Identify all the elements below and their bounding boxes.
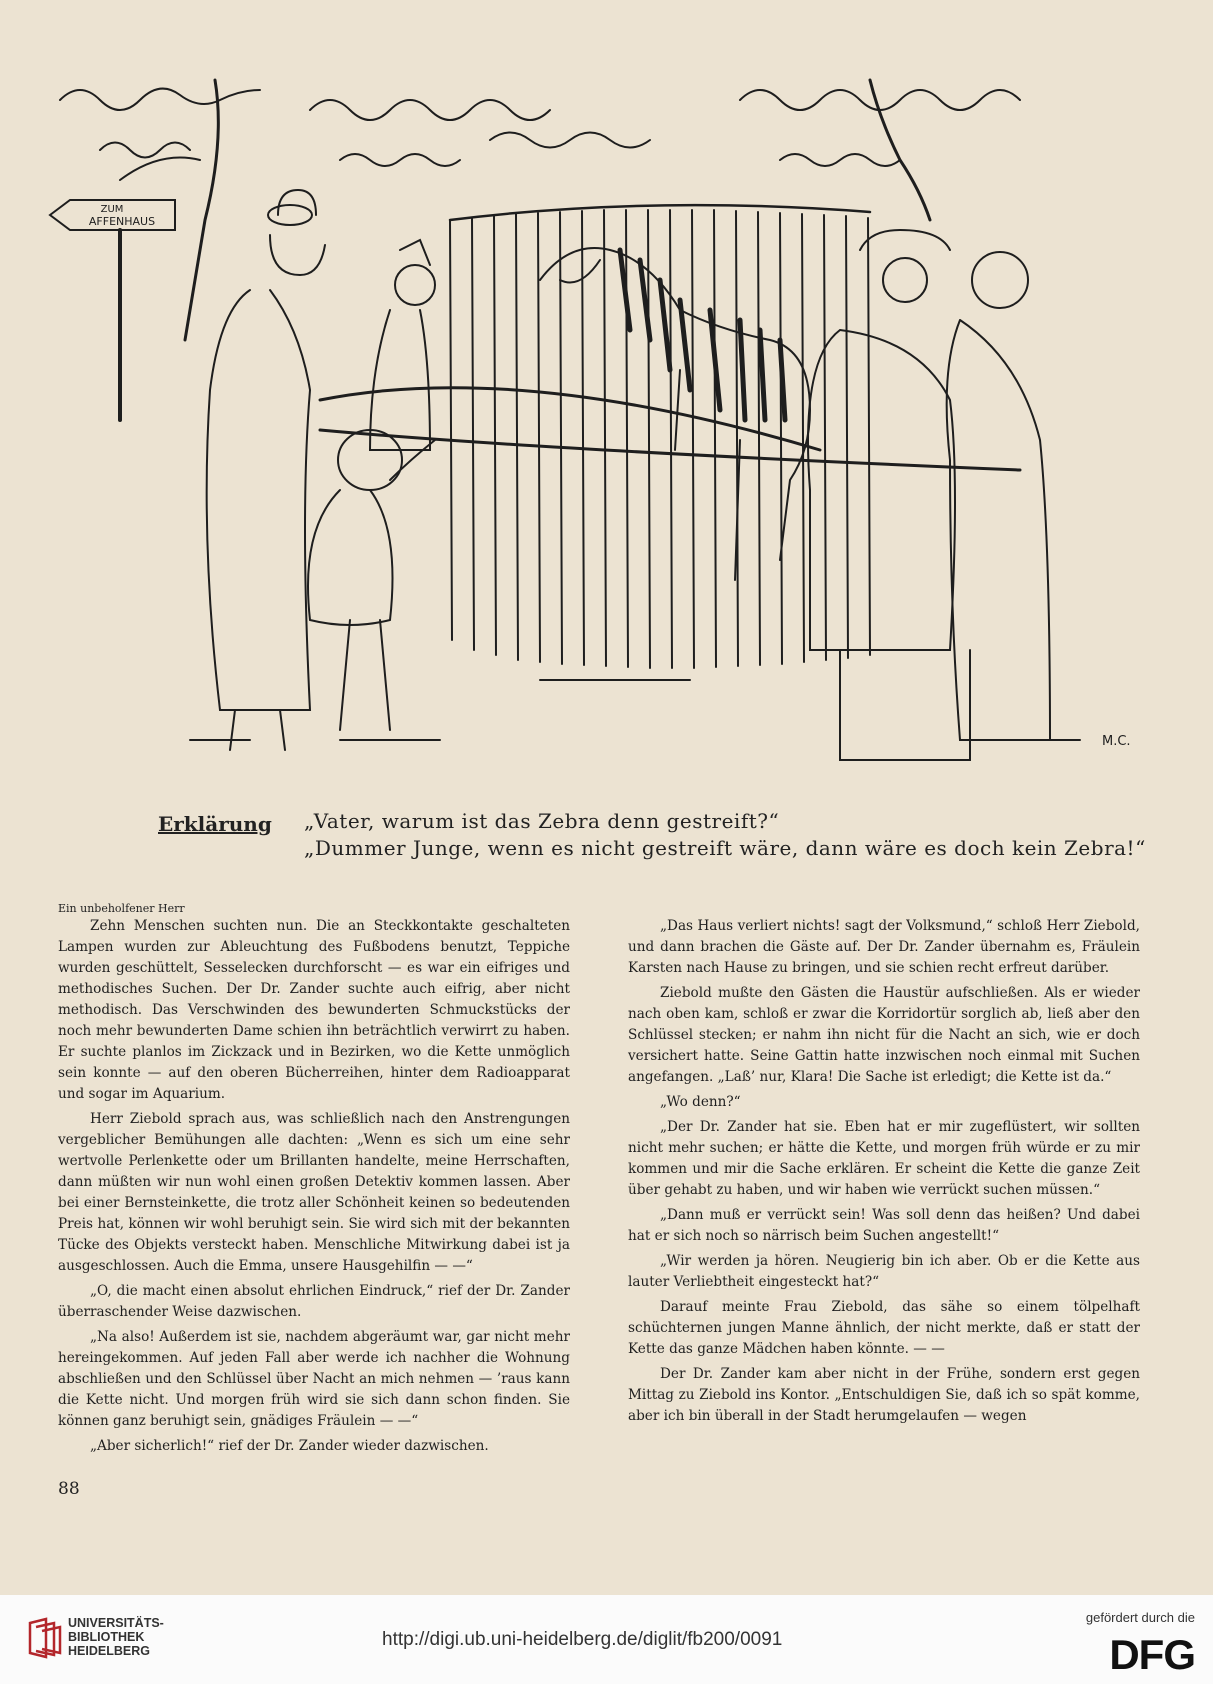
paragraph: „Wir werden ja hören. Neugierig bin ich aber. Ob er die Kette aus lauter Verliebtheit eingesteckt hat?“ (628, 1253, 1140, 1290)
paragraph: Ziebold mußte den Gästen die Haustür aufschließen. Als er wieder nach oben kam, schloß er zwar die Korridortür sorglich ab, ließ aber den Schlüssel stecken; er nahm ihn nicht für die Nacht an sich, wie er doch versichert hatte. Seine Gattin hatte inzwischen noch einmal mit Suchen angefangen. „Laß’ nur, Klara! Die Sache ist erledigt; die Kette ist da.“ (628, 985, 1140, 1085)
university-library-name (68, 1616, 164, 1658)
tree-trunk-left (185, 80, 218, 340)
sign-line-1: ZUM (100, 204, 124, 215)
caption-line-1: „Vater, warum ist das Zebra denn gestreift?“ (304, 809, 780, 833)
library-line-2: BIBLIOTHEK (68, 1630, 145, 1644)
paragraph: „Dann muß er verrückt sein! Was soll denn das heißen? Und dabei hat er sich noch so närrisch beim Suchen angestellt!“ (628, 1207, 1140, 1244)
lady-figure (370, 240, 435, 450)
sign-line-2: AFFENHAUS (88, 215, 156, 228)
caption-text (304, 808, 1146, 862)
paragraph: Der Dr. Zander kam aber nicht in der Frühe, sondern erst gegen Mittag zu Ziebold ins Kontor. „Entschuldigen Sie, daß ich so spät komme, aber ich bin überall in der Stadt herumgelaufen — wegen (628, 1366, 1140, 1424)
text-column-right (628, 916, 1140, 1431)
foliage-right (740, 90, 1020, 110)
cage-top (450, 205, 870, 220)
cartoon-illustration (40, 40, 1170, 800)
father-figure (207, 190, 325, 750)
paragraph: „Na also! Außerdem ist sie, nachdem abgeräumt war, gar nicht mehr hereingekommen. Auf jeden Fall aber werde ich nachher die Wohnung abschließen und den Schlüssel über Nacht an mich nehmen — ’raus kann die Kette nicht. Und morgen früh wird sie sich dann schon finden. Sie können ganz beruhigt sein, gnädiges Fräulein — —“ (58, 1329, 570, 1429)
artist-signature: M.C. (1102, 734, 1131, 749)
foliage-left (60, 89, 260, 110)
caption-line-2: „Dummer Junge, wenn es nicht gestreift wäre, dann wäre es doch kein Zebra!“ (304, 836, 1146, 860)
paragraph: Herr Ziebold sprach aus, was schließlich nach den Anstrengungen vergeblicher Bemühungen alle dachten: „Wenn es sich um eine sehr wertvolle Perlenkette oder um Brillanten handelte, meine Herrschaften, dann müßten wir nun wohl einen großen Detektiv kommen lassen. Aber bei einer Bernsteinkette, die trotz aller Schönheit keinen so bedeutenden Preis hat, können wir wohl beruhigt sein. Sie wird sich mit der bekannten Tücke des Objekts versteckt haben. Menschliche Mitwirkung dabei ist ja ausgeschlossen. Auch die Emma, unsere Hausgehilfin — —“ (58, 1111, 570, 1274)
paragraph: Zehn Menschen suchten nun. Die an Steckkontakte geschalteten Lampen wurden zur Ableuchtung des Fußbodens benutzt, Teppiche wurden geschüttelt, Sesselecken durchforscht — es war ein eifriges und methodisches Suchen. Der Dr. Zander suchte auch eifrig, aber nicht methodisch. Das Verschwinden des bewunderten Schmuckstücks der noch mehr bewunderten Dame schien ihn beträchtlich verwirrt zu haben. Er suchte planlos im Zickzack und in Bezirken, wo die Kette unmöglich sein konnte — auf den oberen Bücherreihen, hinter dem Radioapparat und sogar im Aquarium. (58, 918, 570, 1102)
text-column-left (58, 916, 570, 1461)
paragraph: „Aber sicherlich!“ rief der Dr. Zander wieder dazwischen. (90, 1438, 489, 1454)
funded-by-text: gefördert durch die (1085, 1610, 1195, 1625)
paragraph: Darauf meinte Frau Ziebold, das sähe so einem tölpelhaft schüchternen jungen Manne ähnlich, der nicht merkte, daß er statt der Kette das ganze Mädchen haben könnte. — — (628, 1299, 1140, 1357)
paragraph: „Der Dr. Zander hat sie. Eben hat er mir zugeflüstert, wir sollten nicht mehr suchen; er hätte die Kette, und morgen früh würde er zu mir kommen und mir die Sache erklären. Er scheint die Kette die ganze Zeit über gehabt zu haben, und wir haben wie verrückt suchen müssen.“ (628, 1119, 1140, 1198)
paragraph: „O, die macht einen absolut ehrlichen Eindruck,“ rief der Dr. Zander überraschender Weise dazwischen. (58, 1283, 570, 1320)
couple-figures (808, 230, 1050, 760)
library-line-1: UNIVERSITÄTS- (68, 1616, 164, 1630)
library-line-3: HEIDELBERG (68, 1644, 150, 1658)
paragraph: „Das Haus verliert nichts! sagt der Volksmund,“ schloß Herr Ziebold, und dann brachen die Gäste auf. Der Dr. Zander übernahm es, Fräulein Karsten nach Hause zu bringen, und sie schien recht erfreut darüber. (628, 918, 1140, 976)
source-url-link[interactable]: http://digi.ub.uni-heidelberg.de/diglit/fb200/0091 (382, 1629, 783, 1650)
story-title: Ein unbeholfener Herr (58, 902, 185, 915)
dfg-logo: DFG (1109, 1631, 1195, 1678)
child-figure (308, 430, 435, 730)
foliage-center (310, 100, 550, 120)
university-logo-icon (26, 1617, 62, 1659)
footer-bar (0, 1595, 1213, 1684)
paragraph: „Wo denn?“ (660, 1094, 741, 1110)
page-number: 88 (58, 1479, 80, 1499)
caption-label: Erklärung (158, 812, 272, 836)
